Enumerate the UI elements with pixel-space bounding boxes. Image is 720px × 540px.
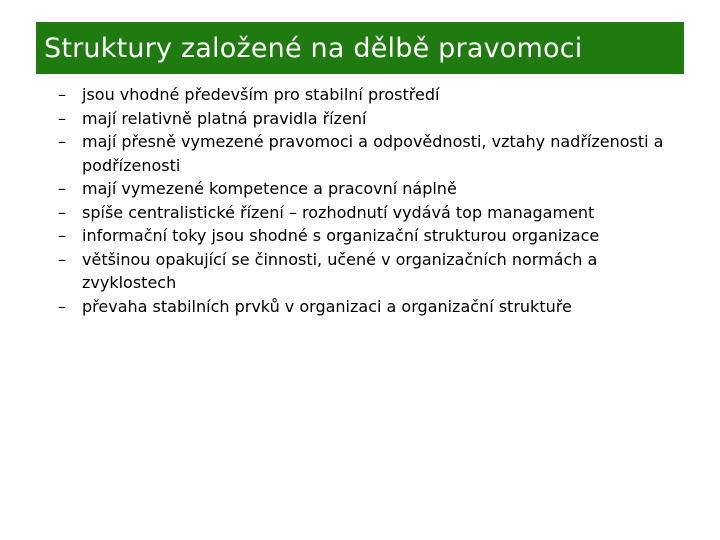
bullet-text: mají vymezené kompetence a pracovní náplně (82, 179, 457, 198)
bullet-item (58, 130, 688, 177)
bullet-item (58, 177, 688, 201)
bullet-dash: – (58, 132, 66, 151)
bullet-list (58, 83, 688, 318)
bullet-item (58, 248, 688, 295)
bullet-item (58, 83, 688, 107)
bullet-text: většinou opakující se činnosti, učené v organizačních normách a zvyklostech (82, 249, 598, 292)
bullet-text: mají přesně vymezené pravomoci a odpovědnosti, vztahy nadřízenosti a podřízenosti (82, 132, 664, 175)
bullet-text: jsou vhodné především pro stabilní prostředí (82, 85, 440, 104)
bullet-dash: – (58, 108, 66, 128)
title-bar (36, 22, 684, 74)
slide-title: Struktury založené na dělbě pravomoci (44, 32, 583, 64)
bullet-dash: – (58, 85, 66, 104)
bullet-item (58, 224, 688, 248)
bullet-dash: – (58, 179, 66, 198)
bullet-text: převaha stabilních prvků v organizaci a organizační struktuře (82, 296, 572, 316)
bullet-dash: – (58, 226, 66, 245)
bullet-text: informační toky jsou shodné s organizační strukturou organizace (82, 226, 600, 245)
bullet-item (58, 107, 688, 131)
bullet-item (58, 201, 688, 225)
bullet-text: mají relativně platná pravidla řízení (82, 108, 367, 128)
bullet-dash: – (58, 202, 66, 222)
bullet-dash: – (58, 249, 66, 269)
bullet-dash: – (58, 296, 66, 316)
bullet-text: spíše centralistické řízení – rozhodnutí vydává top managament (82, 202, 595, 222)
bullet-item (58, 295, 688, 319)
